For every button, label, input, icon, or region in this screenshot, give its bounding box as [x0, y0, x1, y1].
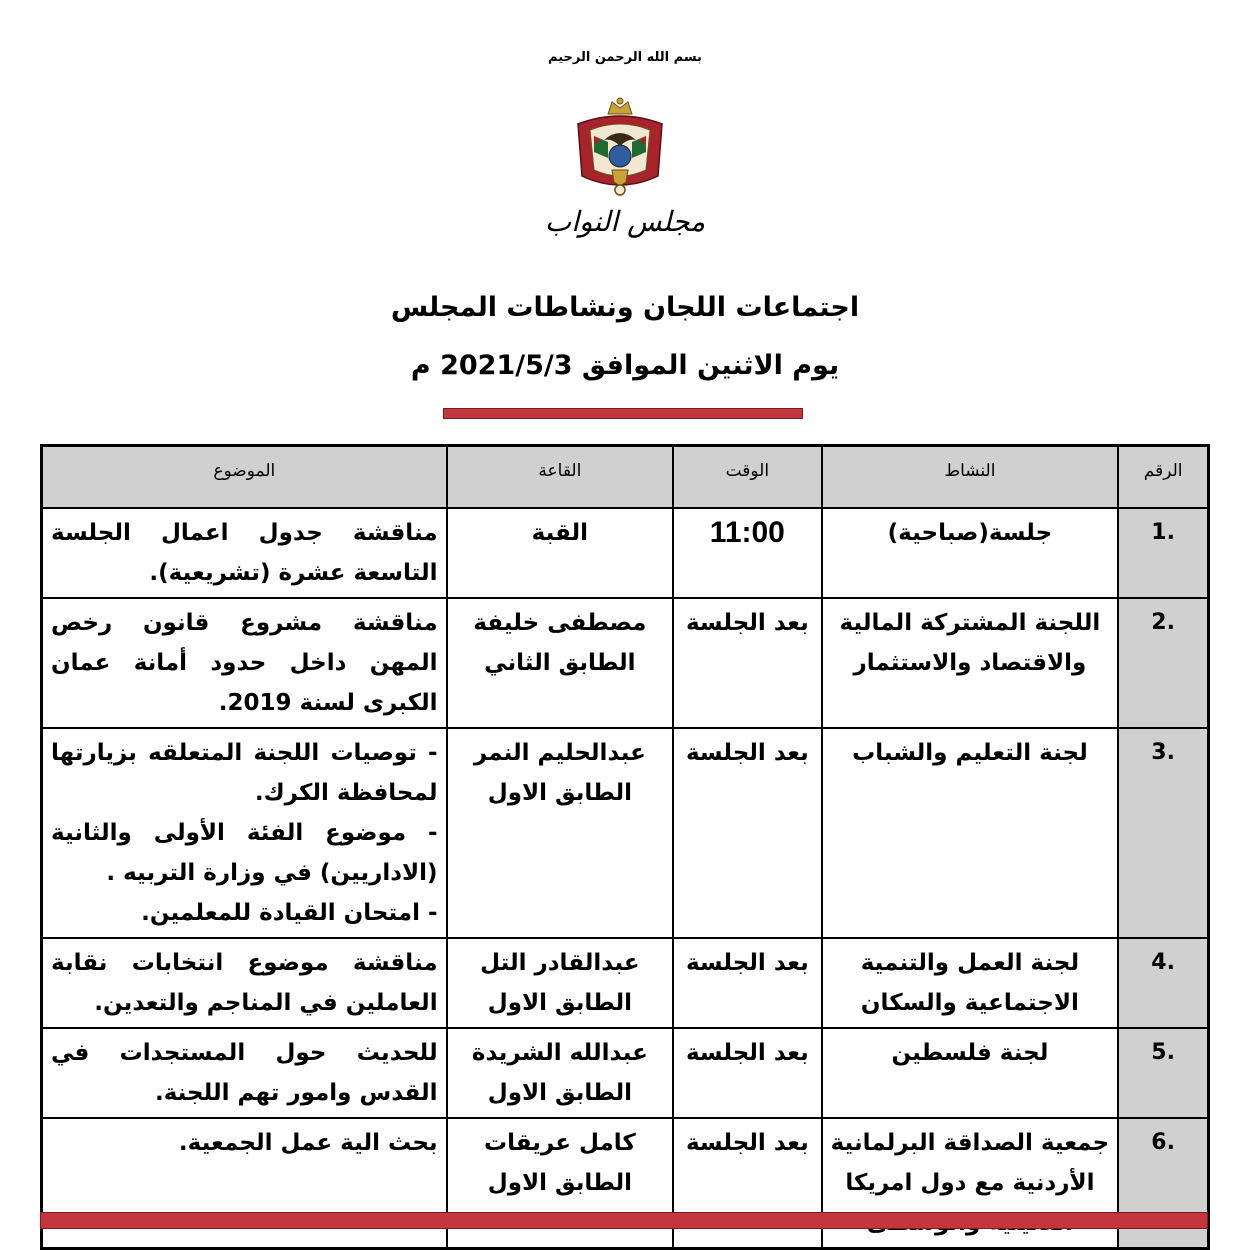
time-cell: بعد الجلسة: [673, 1028, 821, 1118]
table-row: [42, 728, 1209, 938]
basmala: بسم الله الرحمن الرحيم: [548, 50, 702, 65]
column-header-number: الرقم: [1118, 446, 1208, 509]
jordan-coat-of-arms-logo: [568, 96, 672, 200]
activity-cell: لجنة التعليم والشباب: [822, 728, 1119, 938]
activity-cell: جلسة(صباحية): [822, 508, 1119, 598]
table-header-row: [42, 446, 1209, 509]
column-header-activity: النشاط: [822, 446, 1119, 509]
hall-cell: مصطفى خليفة الطابق الثاني: [447, 598, 674, 728]
activity-cell: لجنة العمل والتنمية الاجتماعية والسكان: [822, 938, 1119, 1028]
time-cell: بعد الجلسة: [673, 1118, 821, 1249]
activity-cell: لجنة فلسطين: [822, 1028, 1119, 1118]
subject-cell: بحث الية عمل الجمعية.: [42, 1118, 447, 1249]
title-underline-bar: [443, 408, 803, 419]
table-row: [42, 598, 1209, 728]
row-number: .2: [1118, 598, 1208, 728]
footer-bar: [40, 1212, 1208, 1229]
page-subtitle-date: يوم الاثنين الموافق 2021/5/3 م: [410, 350, 840, 381]
row-number: .3: [1118, 728, 1208, 938]
subject-cell: مناقشة مشروع قانون رخص المهن داخل حدود أمانة عمان الكبرى لسنة 2019.: [42, 598, 447, 728]
table-row: [42, 1028, 1209, 1118]
table-row: [42, 938, 1209, 1028]
hall-cell: عبدالله الشريدة الطابق الاول: [447, 1028, 674, 1118]
column-header-time: الوقت: [673, 446, 821, 509]
time-cell: بعد الجلسة: [673, 598, 821, 728]
row-number: .1: [1118, 508, 1208, 598]
schedule-table: [40, 444, 1210, 1250]
activity-cell: اللجنة المشتركة المالية والاقتصاد والاستثمار: [822, 598, 1119, 728]
time-cell: بعد الجلسة: [673, 938, 821, 1028]
time-cell: 11:00: [673, 508, 821, 598]
subject-cell: للحديث حول المستجدات في القدس وامور تهم اللجنة.: [42, 1028, 447, 1118]
row-number: .6: [1118, 1118, 1208, 1249]
page-title: اجتماعات اللجان ونشاطات المجلس: [390, 292, 860, 323]
column-header-subject: الموضوع: [42, 446, 447, 509]
table-row: [42, 508, 1209, 598]
hall-cell: كامل عريقات الطابق الاول: [447, 1118, 674, 1249]
row-number: .5: [1118, 1028, 1208, 1118]
row-number: .4: [1118, 938, 1208, 1028]
hall-cell: عبدالقادر التل الطابق الاول: [447, 938, 674, 1028]
time-cell: بعد الجلسة: [673, 728, 821, 938]
subject-cell: مناقشة جدول اعمال الجلسة التاسعة عشرة (تشريعية).: [42, 508, 447, 598]
hall-cell: القبة: [447, 508, 674, 598]
subject-cell: - توصيات اللجنة المتعلقه بزيارتها لمحافظة الكرك. - موضوع الفئة الأولى والثانية (الاداريين) في وزارة التربيه . - امتحان القيادة للمعلمين.: [42, 728, 447, 938]
column-header-hall: القاعة: [447, 446, 674, 509]
subject-cell: مناقشة موضوع انتخابات نقابة العاملين في المناجم والتعدين.: [42, 938, 447, 1028]
activity-cell: جمعية الصداقة البرلمانية الأردنية مع دول امريكا: [822, 1118, 1119, 1249]
council-name-logotype: مجلس النواب: [544, 205, 706, 238]
hall-cell: عبدالحليم النمر الطابق الاول: [447, 728, 674, 938]
